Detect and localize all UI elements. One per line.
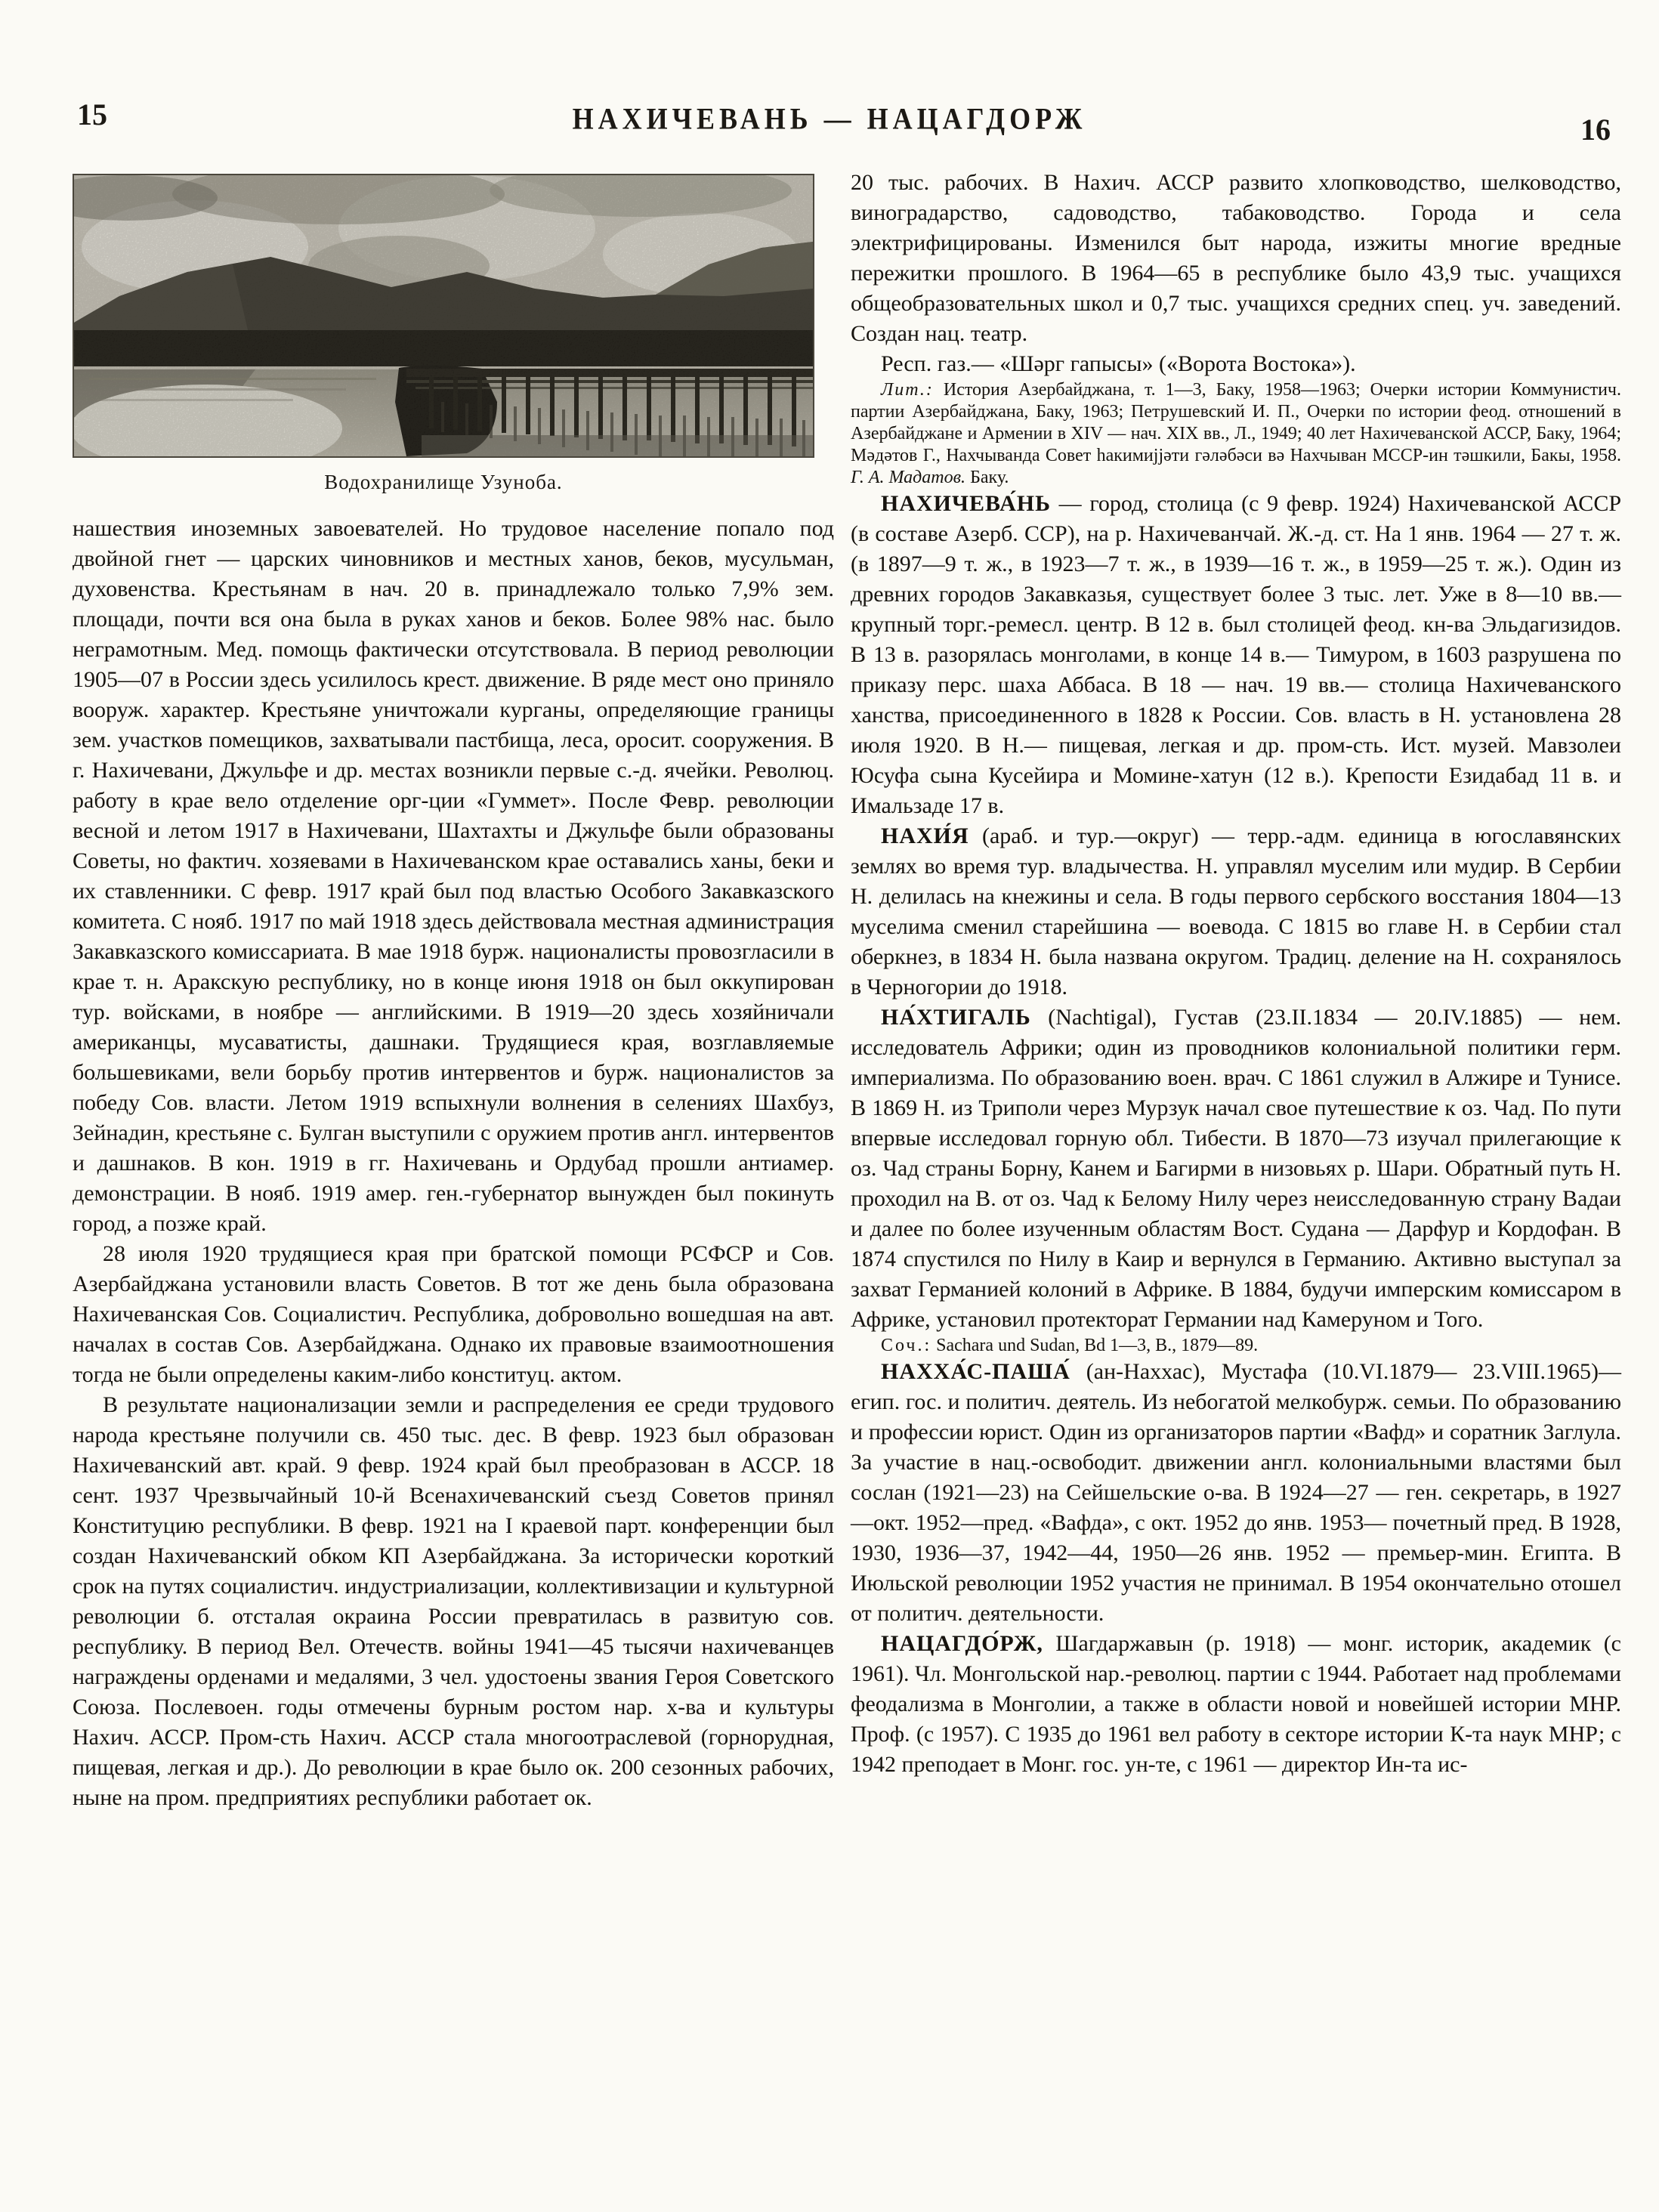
literature-text: История Азербайджана, т. 1—3, Баку, 1958—1963; Очерки истории Коммунистич. партии Азербайджана, Баку, 1963; Петрушевский И. П., Очерки по истории феод. отношений в Азербайджане и Армении в XIV — нач. XIX вв., Л., 1949; 40 лет Нахичеванской АССР, Баку, 1964; Мәдәтов Г., Нахчыванда Совет һакимијјәти гәләбәси вә Нахчыван МССР-ин тәшкили, Бакы, 1958. [851,380,1622,465]
article-text: — город, столица (с 9 февр. 1924) Нахичеванской АССР (в составе Азерб. ССР), на р. Нахичеванчай. Ж.-д. ст. На 1 янв. 1964 — 27 т. ж. (в 1897—9 т. ж., в 1923—7 т. ж., в 1939—16 т. ж., в 1959—25 т. ж.). Один из древних городов Закавказья, существует более 3 тыс. лет. Уже в 8—10 вв.— крупный торг.-ремесл. центр. В 12 в. был столицей феод. кн-ва Эльдагизидов. В 13 в. разорялась монголами, в конце 14 в.— Тимуром, в 1603 разрушена по приказу перс. шаха Аббаса. В 18 — нач. 19 вв.— столица Нахичеванского ханства, присоединенного в 1828 к России. Сов. власть в Н. установлена 28 июля 1920. В Н.— пищевая, легкая и др. пром-сть. Ист. музей. Мавзолеи Юсуфа сына Кусейира и Момине-хатун (12 в.). Крепости Езидабад 11 в. и Имальзаде 17 в. [851,491,1622,818]
paragraph-history-continuation: нашествия иноземных завоевателей. Но трудовое население попало под двойной гнет — царских чиновников и местных ханов, беков, мусульман, духовенства. Крестьянам в нач. 20 в. принадлежало только 7,9% зем. площади, почти вся она была в руках ханов и беков. Более 98% нас. было неграмотным. Мед. помощь фактически отсутствовала. В период революции 1905—07 в России здесь усилилось крест. движение. В ряде мест оно приняло вооруж. характер. Крестьяне уничтожали курганы, определяющие границы зем. участков помещиков, захватывали пастбища, леса, оросит. сооружения. В г. Нахичевани, Джульфе и др. местах возникли первые с.-д. ячейки. Революц. работу в крае вело отделение орг-ции «Гуммет». После Февр. революции весной и летом 1917 в Нахичевани, Шахтахты и Джульфе были образованы Советы, но фактич. хозяевами в Нахичеванском крае оставались ханы, беки и их ставленники. С февр. 1917 край был под властью Особого Закавказского комитета. С нояб. 1917 по май 1918 здесь действовала местная администрация Закавказского комиссариата. В мае 1918 бурж. националисты провозгласили в крае т. н. Аракскую республику, но в конце июня 1918 он был оккупирован тур. войсками, в ноябре — английскими. В 1919—20 здесь хозяйничали американцы, мусаватисты, дашнаки. Трудящиеся края, возглавляемые большевиками, вели борьбу против интервентов и бурж. националистов за победу Сов. власти. Летом 1919 вспыхнули волнения в селениях Шахбуз, Зейнадин, крестьяне с. Булган выступили с оружием против англ. интервентов и дашнаков. В кон. 1919 в гг. Нахичевань и Ордубад прошли антиамер. демонстрации. В нояб. 1919 амер. ген.-губернатор вынужден был покинуть город, а позже край. [73,516,834,1236]
article-text: Шагдаржавын (р. 1918) — монг. историк, академик (с 1961). Чл. Монгольской нар.-революц. партии с 1944. Работает над проблемами феодализма в Монголии, а также в области новой и новейшей истории МНР. Проф. (с 1957). С 1935 до 1961 вел работу в секторе истории К-та наук МНР; с 1942 преподает в Монг. гос. ун-те, с 1961 — директор Ин-та ис- [851,1631,1622,1777]
article-signature: Г. А. Мадатов. [851,468,966,487]
headword-nakhiya: НАХИ́Я [881,823,969,848]
article-nakhiya [851,821,1621,1003]
left-column [73,174,834,1813]
literature-label: Лит.: [881,380,934,400]
page-number-right: 16 [1580,113,1611,147]
headword-nakhichevan: НАХИЧЕВА́НЬ [881,491,1051,516]
paragraph-land-reform: В результате национализации земли и распределения ее среди трудового народа крестьяне получили св. 450 тыс. дес. В февр. 1923 был образован Нахичеванский авт. край. 9 февр. 1924 край был преобразован в АССР. 18 сент. 1937 Чрезвычайный 10-й Всенахичеванский съезд Советов принял Конституцию республики. В февр. 1921 на I краевой парт. конференции был создан Нахичеванский обком КП Азербайджана. За исторически короткий срок на путях социалистич. индустриализации, коллективизации и культурной революции б. отсталая окраина России превратилась в развитую сов. республику. В период Вел. Отечеств. войны 1941—45 тысячи нахичеванцев награждены орденами и медалями, 3 чел. удостоены звания Героя Советского Союза. Послевоен. годы отмечены бурным ростом нар. х-ва и культуры Нахич. АССР. Пром-сть Нахич. АССР стала многоотраслевой (горнорудная, пищевая, легкая и др.). До революции в крае было ок. 200 сезонных рабочих, ныне на пром. предприятиях республики работает ок. [73,1392,834,1810]
article-text: (Nachtigal), Густав (23.II.1834 — 20.IV.1885) — нем. исследователь Африки; один из проводников колониальной политики герм. империализма. По образованию воен. врач. С 1861 служил в Алжире и Тунисе. В 1869 Н. из Триполи через Мурзук начал свое путешествие к оз. Чад. По пути впервые исследовал горную обл. Тибести. В 1870—73 изучал прилегающие к оз. Чад страны Борну, Канем и Багирми в низовьях р. Шари. Обратный путь Н. проходил на В. от оз. Чад к Белому Нилу через неисследованную страну Вадаи и далее по более изученным областям Вост. Судана — Дарфур и Кордофан. В 1874 спустился по Нилу в Каир и вернулся в Германию. Активно выступал за захват Германией колоний в Африке. В 1884, будучи имперским комиссаром в Африке, установил протекторат Германии над Камеруном и Того. [851,1005,1621,1332]
headword-nachtigal: НА́ХТИГАЛЬ [881,1005,1031,1030]
paragraph-newspaper: Респ. газ.— «Шәрг гапысы» («Ворота Востока»). [881,351,1356,376]
article-nahhas-pasha [851,1357,1621,1629]
page-number-left: 15 [77,97,107,131]
figure-uzunoba [73,174,814,494]
paragraph-economy-continuation: 20 тыс. рабочих. В Нахич. АССР развито хлопководство, шелководство, виноградарство, садоводство, табаководство. Города и села электрифицированы. Изменился быт народа, изжиты многие вредные пережитки прошлого. В 1964—65 в республике было 43,9 тыс. учащихся общеобразовательных школ и 0,7 тыс. учащихся средних спец. уч. заведений. Создан нац. театр. [851,170,1621,346]
article-nakhichevan-city [851,489,1621,821]
article-text: (ан-Наххас), Мустафа (10.VI.1879— 23.VIII.1965)—егип. гос. и политич. деятель. Из небогатой мелкобурж. семьи. По образованию и профессии юрист. Один из организаторов партии «Вафд» и соратник Заглула. За участие в нац.-освободит. движении англ. колониальными властями был сослан (1921—23) на Сейшельские о-ва. В 1924—27 — ген. секретарь, в 1927—окт. 1952—пред. «Вафда», с окт. 1952 до янв. 1953— почетный пред. В 1928, 1930, 1936—37, 1942—44, 1950—26 янв. 1952 — премьер-мин. Египта. В Июльской революции 1952 участия не принимал. В 1954 окончательно отошел от политич. деятельности. [851,1359,1621,1626]
article-nachtigal [851,1003,1621,1335]
works-block [851,1335,1621,1357]
uzunoba-reservoir-photo [73,174,814,458]
running-head: НАХИЧЕВАНЬ — НАЦАГДОРЖ [572,101,1087,136]
paragraph-soviet-power: 28 июля 1920 трудящиеся края при братской помощи РСФСР и Сов. Азербайджана установили власть Советов. В тот же день была образована Нахичеванская Сов. Социалистич. Республика, добровольно вошедшая на авт. началах в состав Сов. Азербайджана. Однако их правовые взаимоотношения тогда не были определены каким-либо конституц. актом. [73,1241,834,1387]
headword-natsagdorzh: НАЦАГДО́РЖ, [881,1631,1043,1656]
literature-block [851,379,1621,489]
right-column [851,168,1621,1780]
photo-caption: Водохранилище Узуноба. [324,471,563,493]
works-text: Sachara und Sudan, Bd 1—3, B., 1879—89. [936,1336,1259,1355]
works-label: Соч.: [881,1336,932,1355]
article-natsagdorzh [851,1629,1621,1780]
article-text: (араб. и тур.—округ) — терр.-адм. единица в югославянских землях во время тур. владычества. Н. управлял муселим или мудир. В Сербии Н. делилась на кнежины и села. В годы первого сербского восстания 1804—13 муселима сменил старейшина — воевода. С 1815 во главе Н. в Сербии стал оберкнез, в 1834 Н. была названа округом. Традиц. деление на Н. сохранялось в Черногории до 1918. [851,823,1621,999]
headword-nahhas-pasha: НАХХА́С-ПАША́ [881,1359,1070,1384]
signature-place: Баку. [970,468,1009,487]
